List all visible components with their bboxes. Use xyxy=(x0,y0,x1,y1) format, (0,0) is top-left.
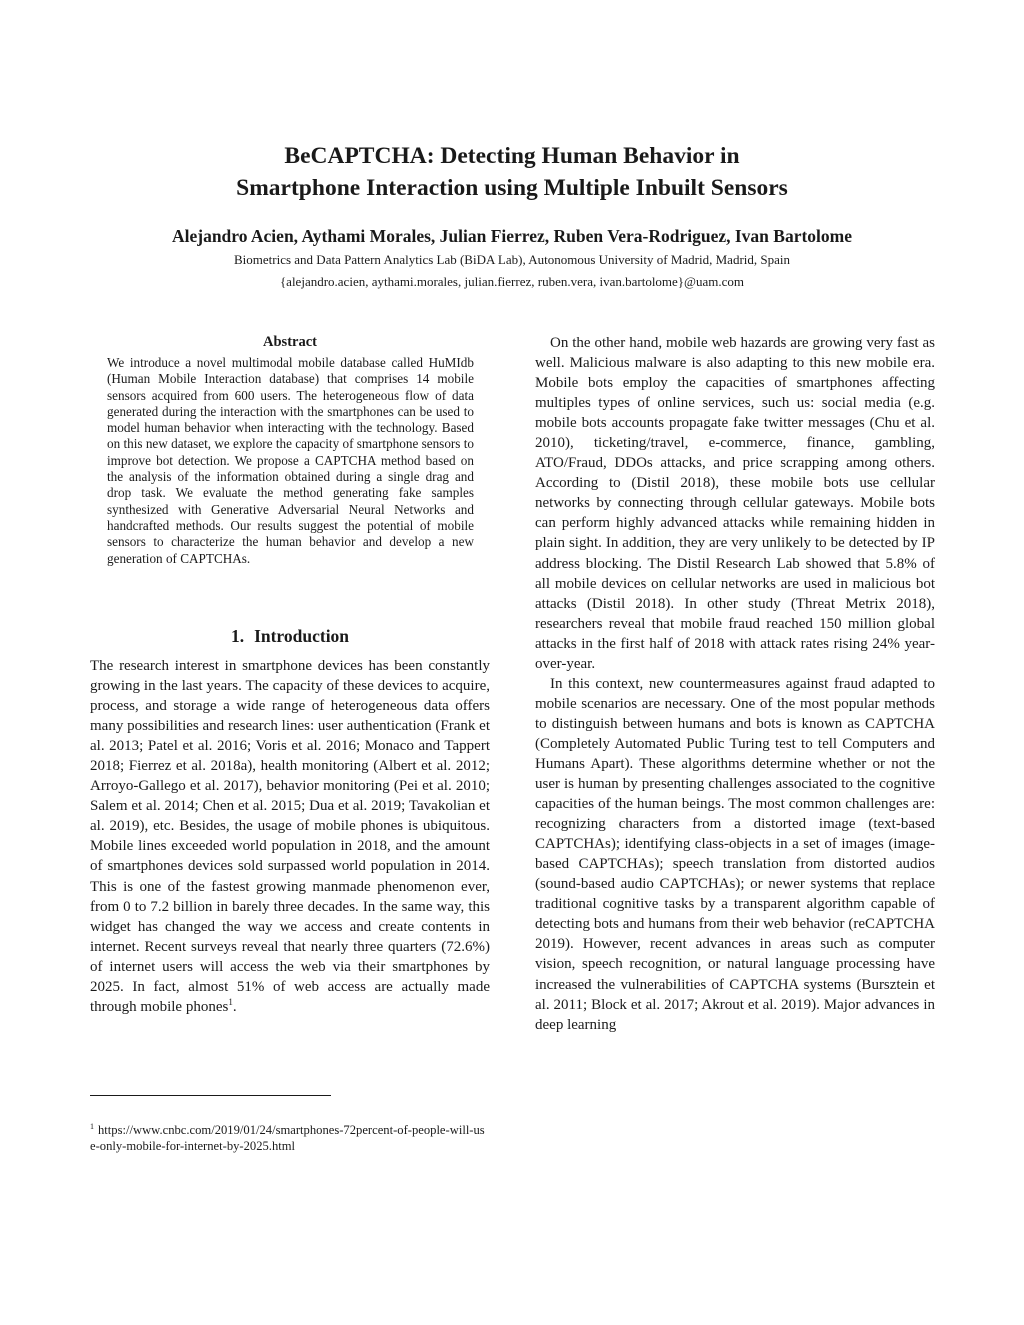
introduction-end-punctuation: . xyxy=(232,998,237,1015)
right-column-paragraph-2: In this context, new countermeasures against fraud adapted to mobile scenarios are necessary. One of the most popular methods to distinguish between humans and bots is known as CAPTCHA (Completely Automated Public Turing test to tell Computers and Humans Apart). These algorithms determine whether or not the user is human by presenting challenges associated to the cognitive capacities of the human beings. The most common challenges are: recognizing characters from a distorted image (text-based CAPTCHAs); identifying class-objects in a set of images (image-based CAPTCHAs); speech translation from distorted audios (sound-based audio CAPTCHAs); or newer systems that replace traditional cognitive tasks by a transparent algorithm capable of detecting bots and humans from their web behavior (reCAPTCHA 2019). However, recent advances in areas such as computer vision, speech recognition, or natural language processing have increased the vulnerabilities of CAPTCHA systems (Bursztein et al. 2011; Block et al. 2017; Akrout et al. 2019). Major advances in deep learning xyxy=(535,675,935,1033)
footnote-url[interactable]: https://www.cnbc.com/2019/01/24/smartphones-72percent-of-people-will-use-only-mobile-for-internet-by-2025.html xyxy=(90,1123,485,1154)
paper-title-line-2: Smartphone Interaction using Multiple Inbuilt Sensors xyxy=(236,175,788,201)
footnote-marker: 1 xyxy=(90,1122,94,1131)
author-list: Alejandro Acien, Aythami Morales, Julian Fierrez, Ruben Vera-Rodriguez, Ivan Bartolome xyxy=(171,226,852,246)
introduction-text: The research interest in smartphone devices has been constantly growing in the last years. The capacity of these devices to acquire, process, and storage a wide range of heterogeneous data offers many possibilities and research lines: user authentication (Frank et al. 2013; Patel et al. 2016; Voris et al. 2016; Monaco and Tappert 2018; Fierrez et al. 2018a), health monitoring (Albert et al. 2012; Arroyo-Gallego et al. 2017), behavior monitoring (Pei et al. 2010; Salem et al. 2014; Chen et al. 2015; Dua et al. 2019; Tavakolian et al. 2019), etc. Besides, the usage of mobile phones is ubiquitous. Mobile lines exceeded world population in 2018, and the amount of smartphones devices sold surpassed world population in 2014. This is one of the fastest growing manmade phenomenon ever, from 0 to 7.2 billion in barely three decades. In the same way, this widget has changed the way we access and create contents in internet. Recent surveys reveal that nearly three quarters (72.6%) of internet users will access the web via their smartphones by 2025. In fact, almost 51% of web access are actually made through mobile phones xyxy=(90,658,490,1015)
right-column-paragraph-1: On the other hand, mobile web hazards are growing very fast as well. Malicious malware is also adapting to this new mobile era. Mobile bots employ the capacities of smartphones affecting multiples types of online services, such us: social media (e.g. mobile bots accounts propagate fake twitter messages (Chu et al. 2010), ticketing/travel, e-commerce, finance, gambling, ATO/Fraud, DDOs attacks, and price scrapping among others. According to (Distil 2018), these mobile bots use cellular networks by connecting through cellular gateways. Mobile bots can perform highly advanced attacks while remaining hidden in plain sight. In addition, they are very unlikely to be detected by IP address blocking. The Distil Research Lab showed that 5.8% of all mobile devices on cellular networks are used in malicious bot attacks (Distil 2018). In other study (Threat Metrix 2018), researchers reveal that mobile fraud reached 150 million global attacks in the first half of 2018 with attack rates rising 24% year-over-year. xyxy=(535,335,935,672)
author-emails: {alejandro.acien, aythami.morales, julian.fierrez, ruben.vera, ivan.bartolome}@uam.com xyxy=(279,274,745,289)
section-number: 1. xyxy=(230,626,245,646)
abstract-body: We introduce a novel multimodal mobile database called HuMIdb (Human Mobile Interaction database) that comprises 14 mobile sensors acquired from 600 users. The heterogeneous flow of data generated during the interaction with the smartphones can be used to model human behavior when interacting with the technology. Based on this new dataset, we explore the capacity of smartphone sensors to improve bot detection. We propose a CAPTCHA method based on the analysis of the information obtained during a single drag and drop task. We evaluate the method generating fake samples synthesized with Generative Adversarial Neural Networks and handcrafted methods. Our results suggest the potential of mobile sensors to characterize the human behavior and develop a new generation of CAPTCHAs. xyxy=(107,355,474,566)
affiliation: Biometrics and Data Pattern Analytics Lab (BiDA Lab), Autonomous University of Madrid, Madrid, Spain xyxy=(233,252,791,267)
section-heading-introduction xyxy=(90,624,490,648)
footnote-divider xyxy=(90,1095,331,1096)
footnote-reference[interactable]: 1 xyxy=(228,996,233,1007)
paper-title xyxy=(0,140,1024,204)
paper-title-line-1: BeCAPTCHA: Detecting Human Behavior in xyxy=(284,143,740,169)
abstract-heading: Abstract xyxy=(263,334,317,350)
footnote xyxy=(90,1119,490,1154)
right-column xyxy=(535,333,935,1035)
section-title: Introduction xyxy=(254,626,350,646)
introduction-body xyxy=(90,656,490,1017)
